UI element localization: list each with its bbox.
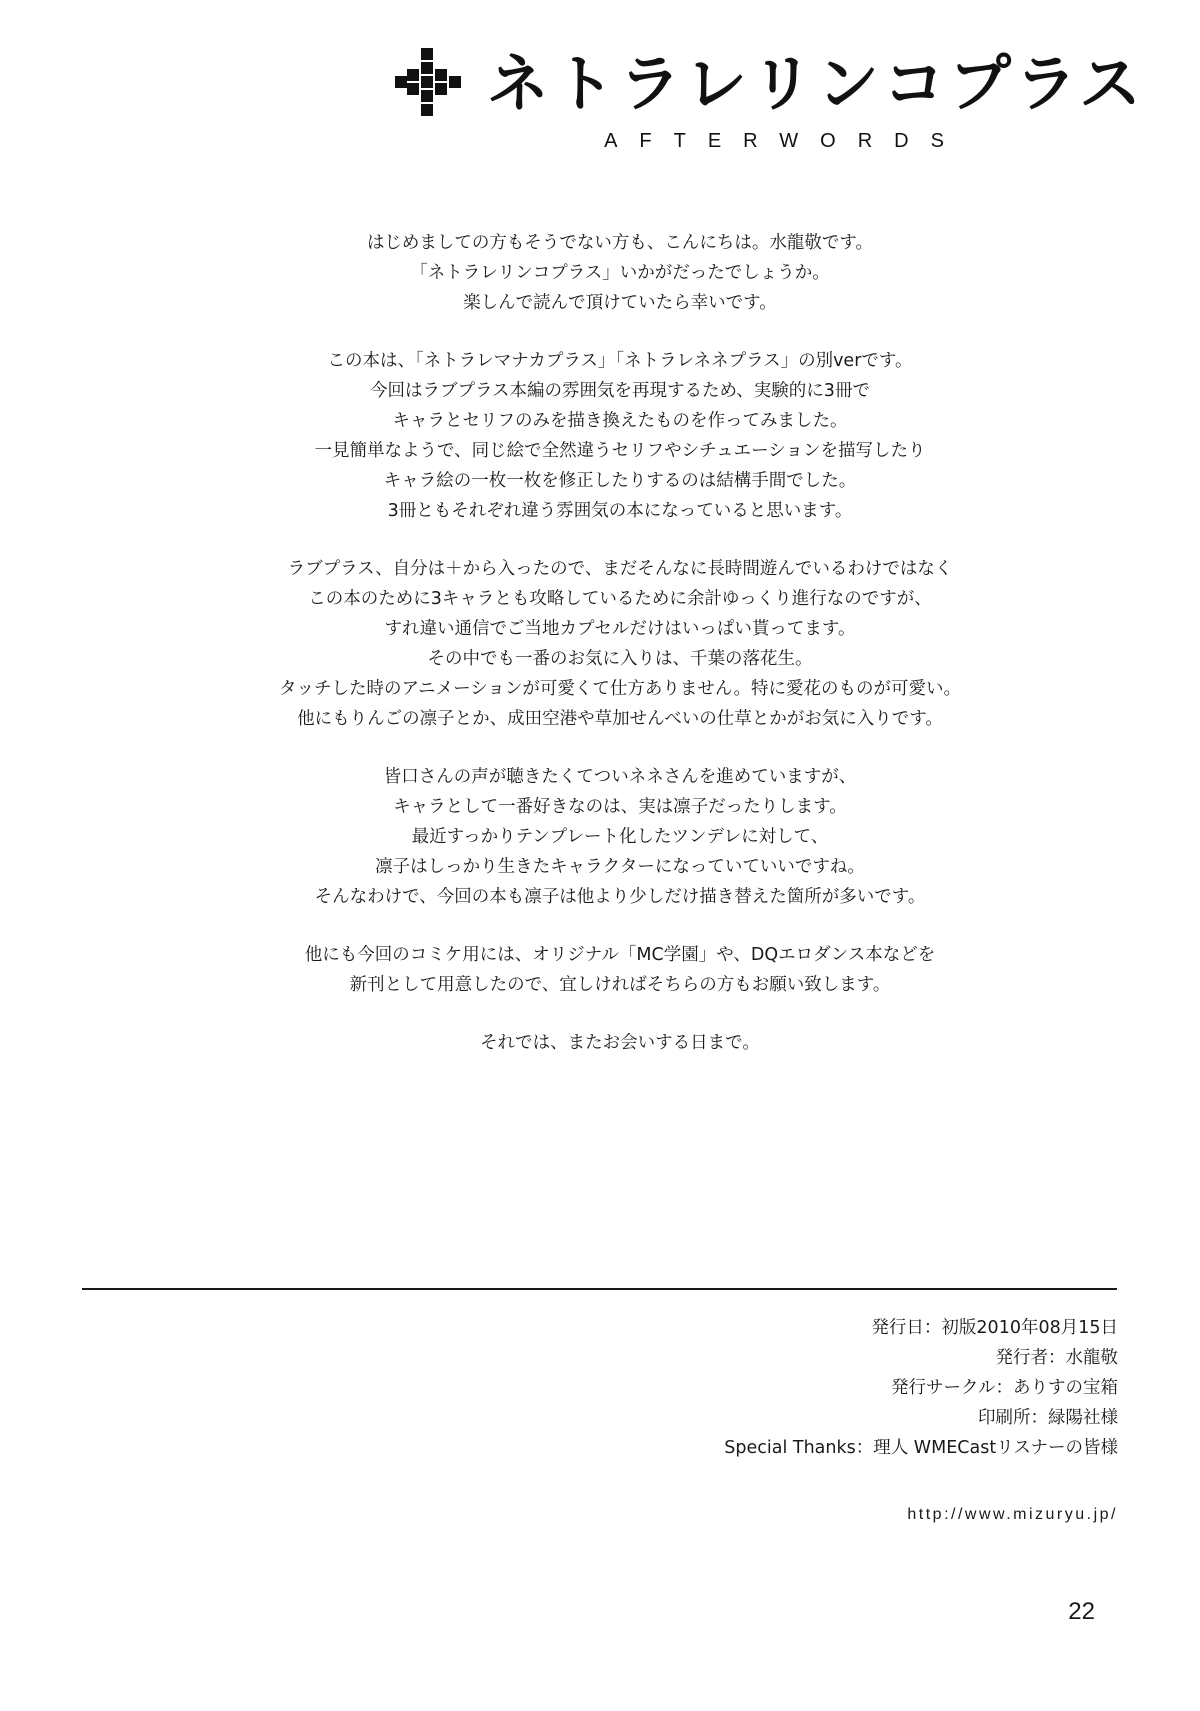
text-line: その中でも一番のお気に入りは、千葉の落花生。 (427, 649, 813, 669)
colophon (0, 1313, 1118, 1463)
page-subtitle: AFTERWORDS (604, 130, 966, 152)
text-line: この本は、「ネトラレマナカプラス」「ネトラレネネプラス」の別verです。 (327, 351, 913, 371)
paragraph (180, 554, 1060, 734)
text-line: すれ違い通信でご当地カプセルだけはいっぱい貰ってます。 (384, 619, 856, 639)
text-line: それでは、またお会いする日まで。 (480, 1033, 760, 1053)
text-line: そんなわけで、今回の本も凛子は他より少しだけ描き替えた箇所が多いです。 (314, 887, 926, 907)
text-line: この本のために3キャラとも攻略しているために余計ゆっくり進行なのですが、 (308, 589, 932, 609)
text-line: 凛子はしっかり生きたキャラクターになっていていいですね。 (375, 857, 865, 877)
website-url[interactable]: http://www.mizuryu.jp/ (907, 1506, 1118, 1523)
paragraph (180, 940, 1060, 1000)
text-line: 最近すっかりテンプレート化したツンデレに対して、 (411, 827, 829, 847)
text-line: 3冊ともそれぞれ違う雰囲気の本になっていると思います。 (387, 501, 853, 521)
paragraph (180, 1028, 1060, 1058)
colophon-line-circle: 発行サークル：ありすの宝箱 (891, 1378, 1118, 1398)
colophon-line-publish-date: 発行日：初版2010年08月15日 (871, 1318, 1118, 1338)
text-line: はじめましての方もそうでない方も、こんにちは。水龍敬です。 (366, 233, 874, 253)
text-line: タッチした時のアニメーションが可愛くて仕方ありません。特に愛花のものが可愛い。 (279, 679, 961, 699)
text-line: 新刊として用意したので、宜しければそちらの方もお願い致します。 (349, 975, 891, 995)
footer-divider (82, 1288, 1117, 1290)
text-line: 「ネトラレリンコプラス」いかがだったでしょうか。 (410, 263, 830, 283)
afterword-body (180, 228, 1060, 1058)
colophon-line-special-thanks: Special Thanks：理人 WMECastリスナーの皆様 (724, 1438, 1118, 1458)
text-line: 今回はラブプラス本編の雰囲気を再現するため、実験的に3冊で (370, 381, 870, 401)
paragraph (180, 228, 1060, 318)
paragraph (180, 762, 1060, 912)
text-line: キャラ絵の一枚一枚を修正したりするのは結構手間でした。 (383, 471, 857, 491)
title-header (0, 48, 1200, 153)
text-line: キャラとして一番好きなのは、実は凛子だったりします。 (393, 797, 847, 817)
text-line: 他にもりんごの凛子とか、成田空港や草加せんべいの仕草とかがお気に入りです。 (297, 709, 943, 729)
plus-dot-mark-icon (395, 48, 461, 120)
paragraph (180, 346, 1060, 526)
text-line: 他にも今回のコミケ用には、オリジナル「MC学園」や、DQエロダンス本などを (304, 945, 936, 965)
text-line: 一見簡単なようで、同じ絵で全然違うセリフやシチュエーションを描写したり (314, 441, 926, 461)
text-line: 楽しんで読んで頂けていたら幸いです。 (463, 293, 777, 313)
text-line: 皆口さんの声が聴きたくてついネネさんを進めていますが、 (383, 767, 857, 787)
colophon-line-publisher: 発行者：水龍敬 (995, 1348, 1118, 1368)
page-title: ネトラレリンコプラス (486, 47, 1146, 120)
logo-row (70, 47, 1146, 120)
page-number: 22 (1068, 1598, 1095, 1625)
text-line: キャラとセリフのみを描き換えたものを作ってみました。 (392, 411, 848, 431)
text-line: ラブプラス、自分は＋から入ったので、まだそんなに長時間遊んでいるわけではなく (287, 559, 953, 579)
colophon-line-printer: 印刷所：緑陽社様 (978, 1408, 1118, 1428)
